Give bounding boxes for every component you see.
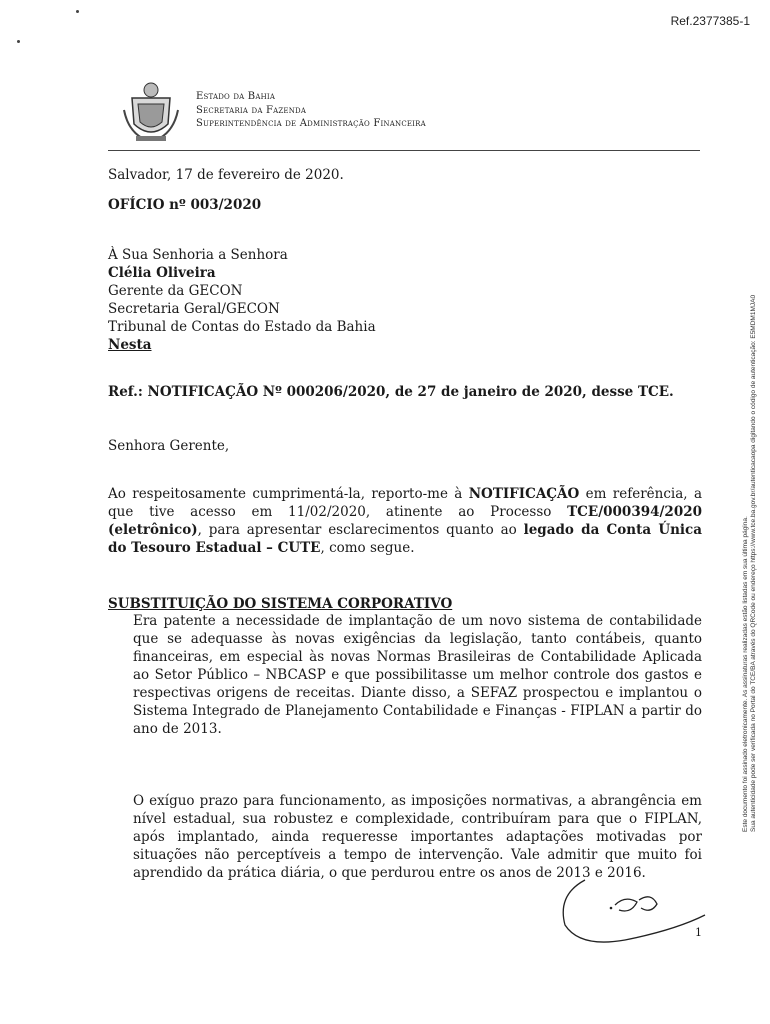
authentication-note-line2: Sua autenticidade pode ser verificada no Portal do TCE/BA através do QRCode ou endereço https://www.tce.ba.gov.br/autenticacaopa digitando o código de autenticação: E5MDM1MJA0 xyxy=(750,294,757,832)
document-reference: Ref.2377385-1 xyxy=(670,14,750,28)
addressee-role: Gerente da GECON xyxy=(108,283,243,299)
header-divider xyxy=(108,150,700,151)
bahia-coat-of-arms-icon xyxy=(122,80,180,144)
authentication-note xyxy=(742,192,758,832)
reference-line: Ref.: NOTIFICAÇÃO Nº 000206/2020, de 27 de janeiro de 2020, desse TCE. xyxy=(108,384,674,400)
letterhead xyxy=(196,90,426,131)
addressee-location: Nesta xyxy=(108,337,152,353)
scan-speck xyxy=(17,40,20,43)
addressee-salutation: À Sua Senhoria a Senhora xyxy=(108,247,288,263)
body-paragraph: Era patente a necessidade de implantação de um novo sistema de contabilidade que se adequasse às novas exigências da legislação, tanto contábeis, quanto financeiras, em especial às novas Normas Brasileiras de Contabilidade Aplicada ao Setor Público – NBCASP e que possibilitasse um melhor controle dos gastos e respectivas origens de receitas. Diante disso, a SEFAZ prospectou e implantou o Sistema Integrado de Planejamento Contabilidade e Finanças - FIPLAN a partir do ano de 2013. xyxy=(133,613,702,737)
authentication-note-line1: Este documento foi assinado eletronicamente. As assinaturas realizadas estão listadas em sua última página. xyxy=(742,516,749,832)
page-number: 1 xyxy=(695,926,702,939)
body-paragraph: O exíguo prazo para funcionamento, as imposições normativas, a abrangência em nível estadual, sua robustez e complexidade, contribuíram para que o FIPLAN, após implantado, ainda requeresse importantes adaptações motivadas por situações não perceptíveis a tempo de intervenção. Vale admitir que muito foi aprendido da prática diária, o que perdurou entre os anos de 2013 e 2016. xyxy=(133,793,702,881)
addressee-institution: Tribunal de Contas do Estado da Bahia xyxy=(108,319,376,335)
scan-speck xyxy=(76,10,79,13)
letterhead-state: Estado da Bahia xyxy=(196,91,276,102)
letter-date: Salvador, 17 de fevereiro de 2020. xyxy=(108,167,344,183)
section-title: SUBSTITUIÇÃO DO SISTEMA CORPORATIVO xyxy=(108,596,453,612)
letterhead-secretariat: Secretaria da Fazenda xyxy=(196,104,307,116)
initials-signature xyxy=(555,870,715,950)
salutation: Senhora Gerente, xyxy=(108,438,230,454)
addressee-name: Clélia Oliveira xyxy=(108,265,216,281)
intro-paragraph: Ao respeitosamente cumprimentá-la, reporto-me à NOTIFICAÇÃO em referência, a que tive acesso em 11/02/2020, atinente ao Processo TCE/000394/2020 (eletrônico), para apresentar esclarecimentos quanto ao legado da Conta Única do Tesouro Estadual – CUTE, como segue. xyxy=(108,486,703,556)
letterhead-superintendency: Superintendência de Administração Financeira xyxy=(196,118,426,129)
oficio-number xyxy=(108,196,261,214)
addressee-block xyxy=(108,246,376,354)
oficio-label: OFÍCIO nº 003/2020 xyxy=(108,197,262,213)
addressee-dept: Secretaria Geral/GECON xyxy=(108,301,280,317)
